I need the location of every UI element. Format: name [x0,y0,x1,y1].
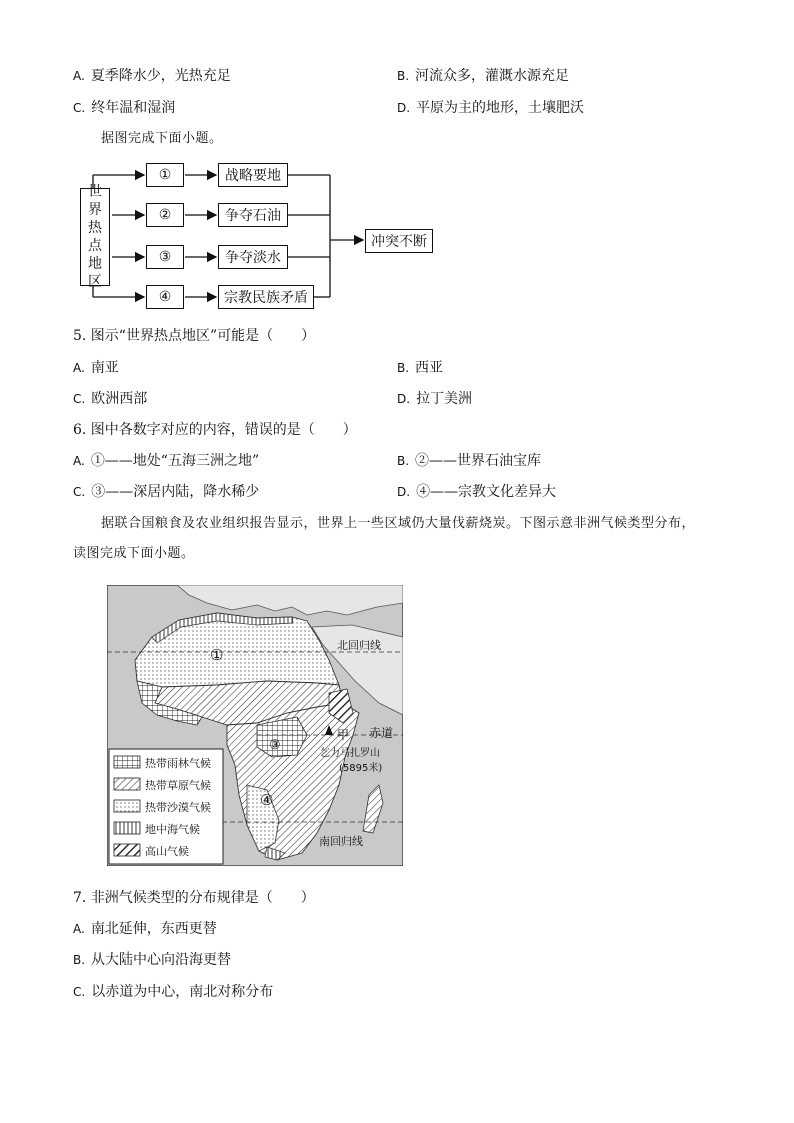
legend-swatch-mediterranean [114,822,140,834]
cause-box-strategic: 战略要地 [218,163,288,187]
prev-option-d [397,99,584,117]
label-region-1: ① [210,646,224,664]
intro-text-2-line1: 据联合国粮食及农业组织报告显示，世界上一些区域仍大量伐薪烧炭。下图示意非洲气候类型分布， [101,516,696,531]
legend-label-highland: 高山气候 [145,845,189,858]
label-mountain-height: (5895米) [339,763,383,774]
source-char: 地 [88,256,102,272]
option-text: 拉丁美洲 [416,391,473,407]
q7-option-c [73,983,273,1001]
option-letter: D. [397,392,411,406]
option-text: 南北延伸，东西更替 [90,921,217,937]
option-text: ③——深居内陆，降水稀少 [91,484,260,500]
option-letter: B. [397,69,410,83]
label-mountain: 乞力马扎罗山 [320,748,380,759]
option-text: 以赤道为中心，南北对称分布 [91,984,274,1000]
source-char: 界 [88,202,102,218]
legend-swatch-savanna [114,778,140,790]
option-letter: C. [73,985,86,999]
africa-climate-map [107,585,403,866]
option-text: 西亚 [415,360,444,376]
option-text: ④——宗教文化差异大 [416,484,557,500]
legend-label-desert: 热带沙漠气候 [145,801,211,814]
q6-option-d [397,483,556,501]
label-jia: 甲 [337,728,350,742]
label-equator: 赤道 [369,726,394,740]
legend-swatch-highland [114,844,140,856]
source-char: 热 [88,220,102,236]
option-text: 欧洲西部 [91,391,148,407]
prev-option-a [73,67,231,85]
option-text: 夏季降水少，光热充足 [90,68,231,84]
option-letter: A. [73,361,85,375]
legend-label-savanna: 热带草原气候 [145,779,211,792]
result-box-conflict: 冲突不断 [365,229,433,253]
legend-label-mediterranean: 地中海气候 [145,823,200,836]
option-text: ①——地处“五海三洲之地” [90,453,260,469]
cause-box-water: 争夺淡水 [218,245,288,269]
intro-text-1: 据图完成下面小题。 [101,131,223,146]
label-tropic-north: 北回归线 [337,639,381,652]
source-char: 点 [88,238,102,254]
option-letter: C. [73,392,86,406]
q6-option-a [73,452,259,470]
option-text: 平原为主的地形，土壤肥沃 [416,100,585,116]
option-letter: C. [73,101,86,115]
hotspot-flow-diagram [78,158,438,318]
number-box-1: ① [146,163,184,187]
option-text: 终年温和湿润 [91,100,176,116]
option-letter: A. [73,69,85,83]
q7-stem: 7. 非洲气候类型的分布规律是（ ） [73,890,315,906]
source-char: 区 [88,274,102,290]
option-text: 南亚 [90,360,119,376]
option-letter: D. [397,485,411,499]
source-box-hotspot [80,184,110,290]
q6-option-b [397,452,541,470]
label-region-3: ③ [269,738,281,753]
q7-option-b [73,951,231,969]
label-region-4: ④ [260,791,274,809]
cause-box-religion: 宗教民族矛盾 [218,285,314,309]
option-letter: A. [73,454,85,468]
label-tropic-south: 南回归线 [319,835,363,848]
number-box-4: ④ [146,285,184,309]
option-letter: B. [397,454,410,468]
q7-option-a [73,920,217,938]
q5-option-a [73,359,119,377]
option-letter: D. [397,101,411,115]
q5-stem: 5. 图示“世界热点地区”可能是（ ） [73,328,316,344]
q6-stem: 6. 图中各数字对应的内容，错误的是（ ） [73,422,357,438]
source-char: 世 [88,184,102,200]
prev-option-b [397,67,569,85]
option-text: 河流众多，灌溉水源充足 [415,68,570,84]
option-letter: A. [73,922,85,936]
number-box-3: ③ [146,245,184,269]
cause-box-oil: 争夺石油 [218,203,288,227]
legend-label-rainforest: 热带雨林气候 [145,757,211,770]
option-letter: C. [73,485,86,499]
q5-option-b [397,359,443,377]
legend-swatch-desert [114,800,140,812]
intro-text-2-line2: 读图完成下面小题。 [73,546,195,561]
option-text: 从大陆中心向沿海更替 [91,952,232,968]
option-letter: B. [73,953,86,967]
number-box-2: ② [146,203,184,227]
option-letter: B. [397,361,410,375]
legend-swatch-rainforest [114,756,140,768]
prev-option-c [73,99,175,117]
option-text: ②——世界石油宝库 [415,453,542,469]
q5-option-d [397,390,472,408]
q5-option-c [73,390,147,408]
q6-option-c [73,483,259,501]
